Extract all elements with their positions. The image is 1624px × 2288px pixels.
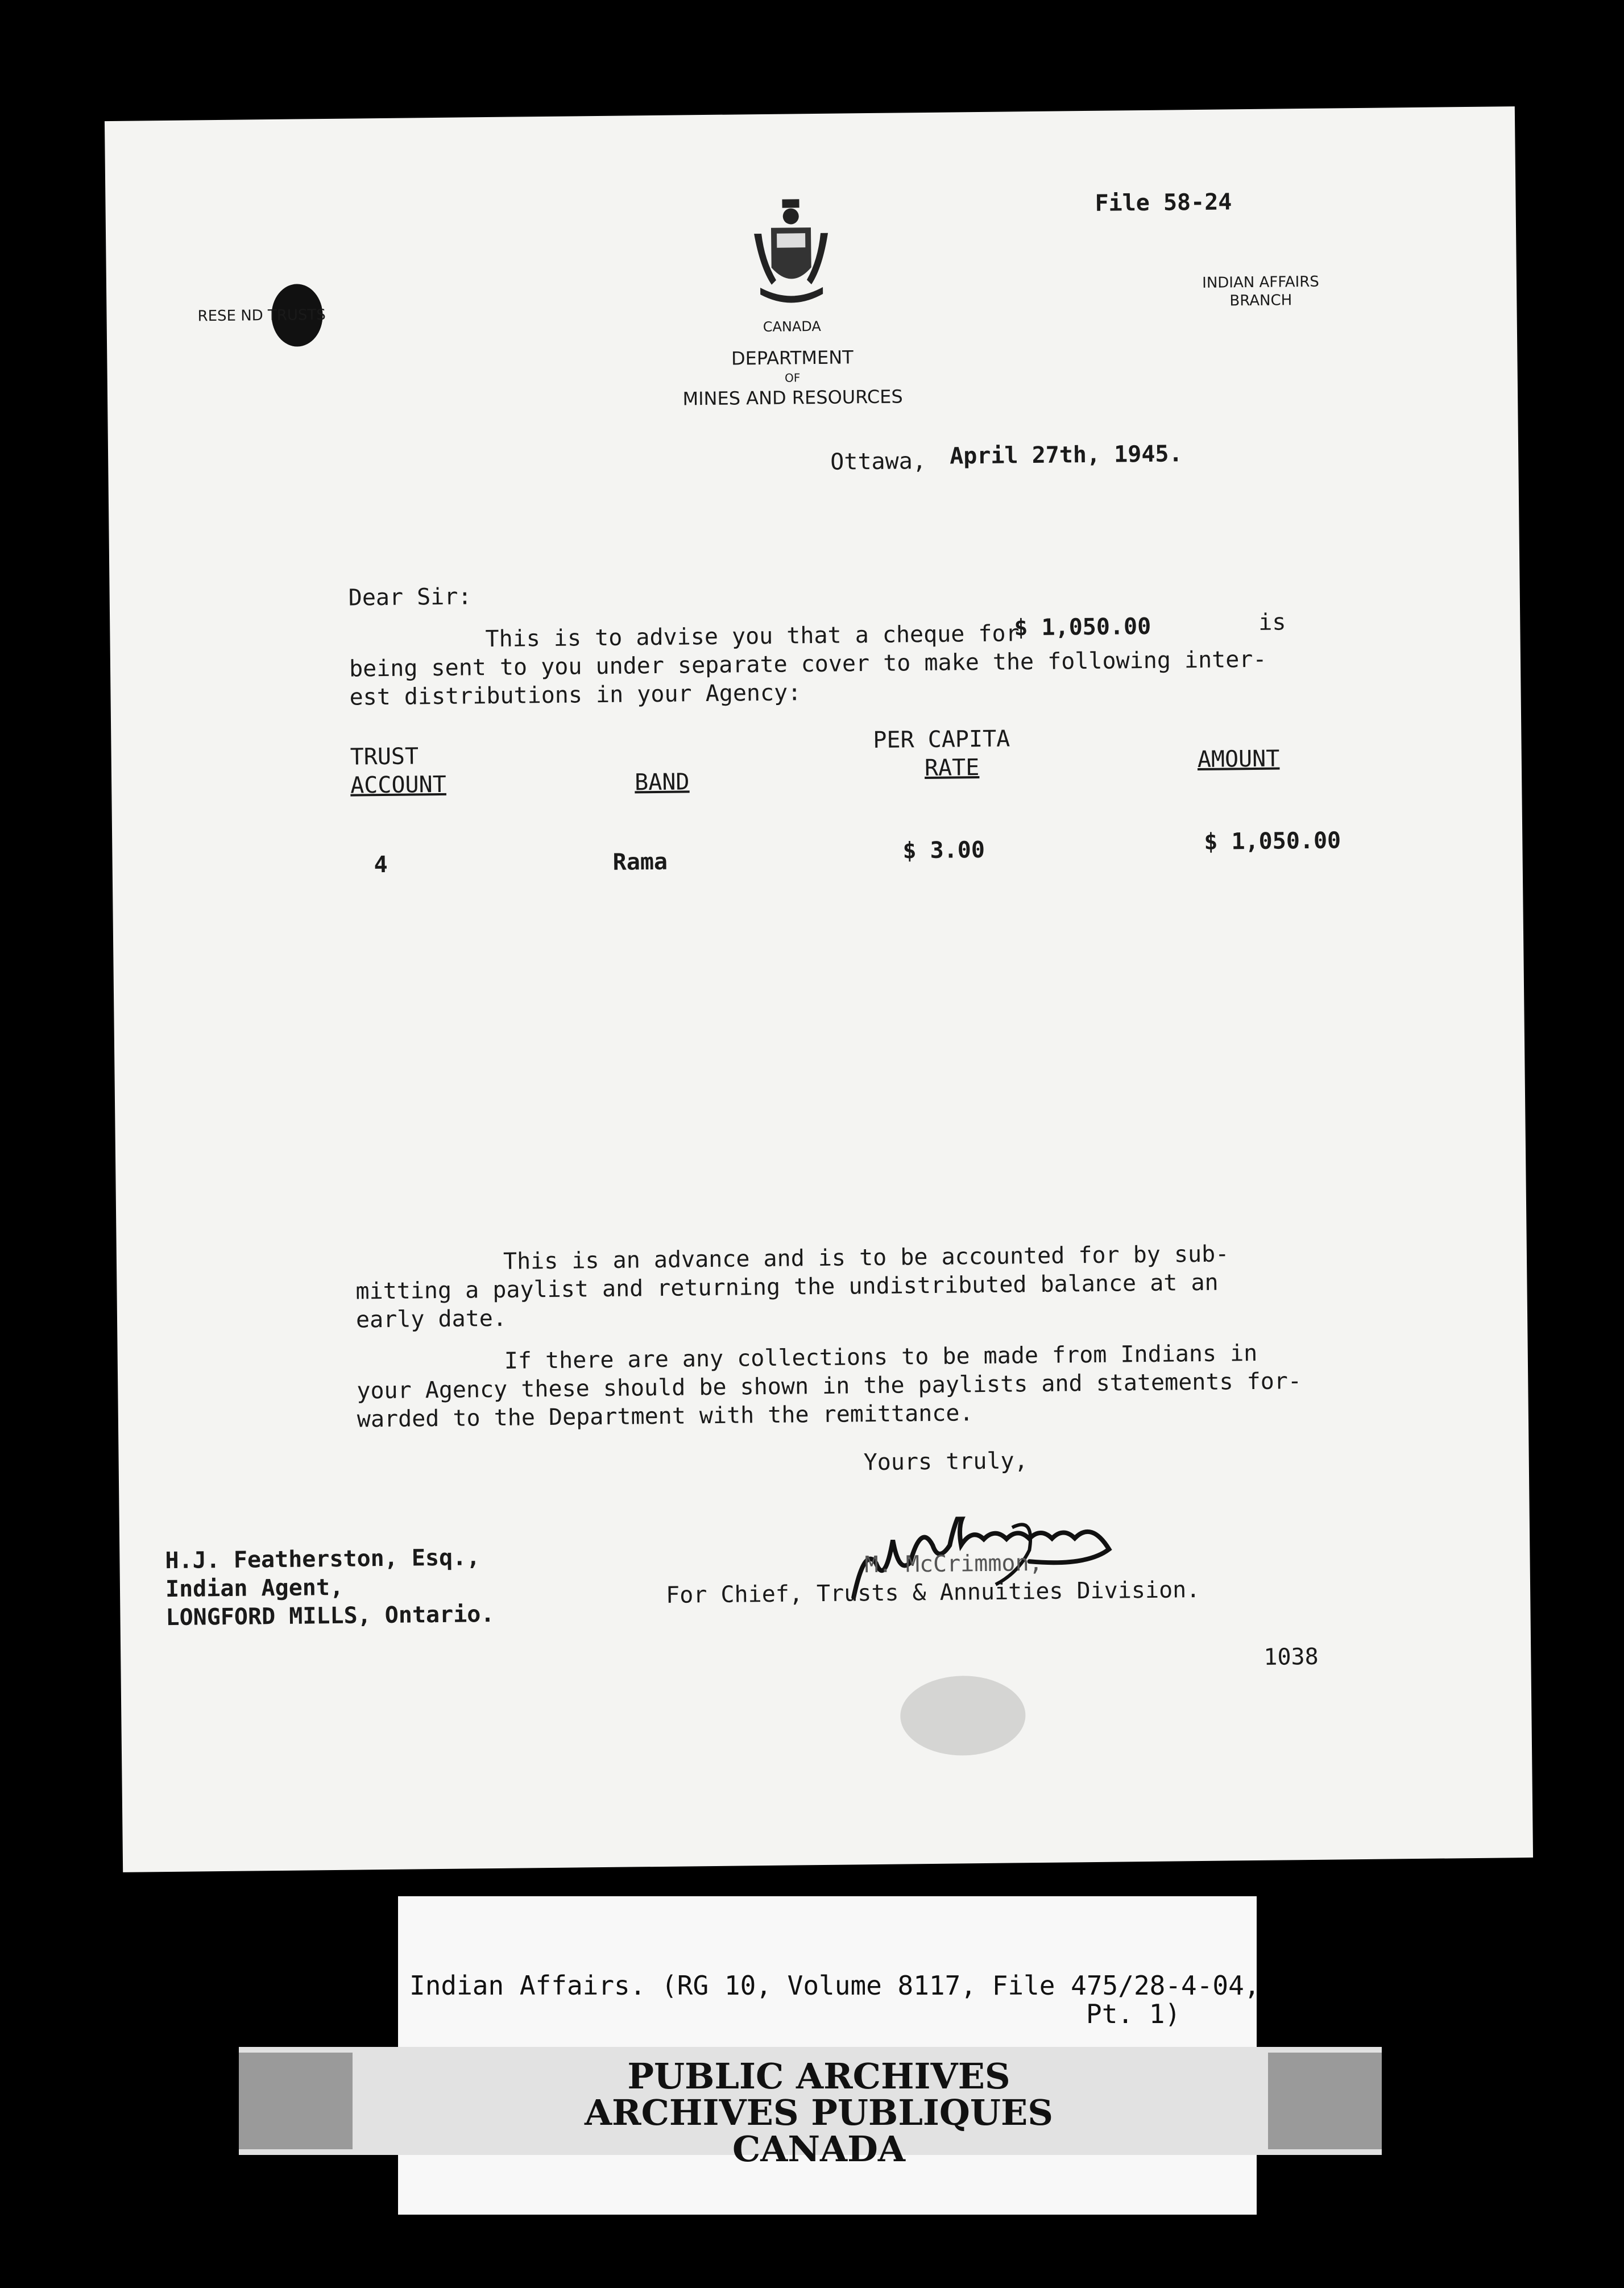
letterhead-branch-line2: BRANCH — [1229, 292, 1292, 310]
cell-rate: $ 3.00 — [902, 836, 985, 864]
header-band: BAND — [634, 769, 690, 796]
letterhead-left-heading: RESE ND TRUSTS — [197, 306, 326, 325]
letterhead-department: DEPARTMENT — [731, 346, 854, 370]
letter-place: Ottawa, — [830, 447, 927, 475]
addressee-line2: Indian Agent, — [165, 1574, 344, 1603]
archive-reference-line1: Indian Affairs. (RG 10, Volume 8117, File 475/28-4-04, — [409, 1970, 1260, 2001]
letterhead-country: CANADA — [763, 318, 821, 335]
para2-line2: mitting a paylist and returning the undistributed balance at an — [355, 1269, 1219, 1305]
para2-line1: This is an advance and is to be accounted for by sub- — [503, 1241, 1229, 1275]
para1-line1-end: is — [1258, 609, 1286, 636]
coat-of-arms-icon — [748, 193, 834, 308]
letterhead-branch-line1: INDIAN AFFAIRS — [1202, 273, 1319, 292]
archive-strip-tab-right — [1268, 2053, 1382, 2149]
header-trust-line2: ACCOUNT — [350, 771, 447, 799]
archive-reference-line2: Pt. 1) — [1086, 1999, 1181, 2029]
file-reference: File 58-24 — [1095, 189, 1232, 217]
archive-stamp-line1: PUBLIC ARCHIVES — [627, 2055, 1010, 2097]
para1-line1: This is to advise you that a cheque for — [485, 620, 1020, 653]
cheque-amount: $ 1,050.00 — [1014, 613, 1151, 641]
header-rate-line1: PER CAPITA — [873, 726, 1010, 753]
archive-stamp-line2: ARCHIVES PUBLIQUES — [584, 2092, 1054, 2133]
archive-stamp-line3: CANADA — [732, 2128, 906, 2170]
cell-band: Rama — [612, 848, 668, 876]
header-rate-line2: RATE — [924, 755, 980, 782]
letterhead-ministry: MINES AND RESOURCES — [682, 386, 903, 410]
stain-mark — [900, 1675, 1026, 1756]
header-amount: AMOUNT — [1197, 745, 1280, 773]
addressee-line1: H.J. Featherston, Esq., — [165, 1544, 480, 1574]
signer-title: For Chief, Trusts & Annuities Division. — [665, 1577, 1200, 1609]
para2-line3: early date. — [355, 1305, 507, 1333]
addressee-line3: LONGFORD MILLS, Ontario. — [165, 1601, 495, 1631]
para3-line1: If there are any collections to be made from Indians in — [504, 1340, 1258, 1374]
signer-name: M. McCrimmon, — [864, 1549, 1043, 1578]
cell-trust: 4 — [374, 851, 388, 878]
letterhead-of: OF — [784, 371, 801, 385]
letter-page — [105, 106, 1533, 1872]
para3-line2: your Agency these should be shown in the paylists and statements for- — [357, 1368, 1302, 1404]
para1-line2: being sent to you under separate cover to make the following inter- — [349, 646, 1267, 682]
closing: Yours truly, — [863, 1448, 1028, 1476]
public-archives-stamp — [546, 2055, 1092, 2170]
salutation: Dear Sir: — [348, 583, 472, 611]
para3-line3: warded to the Department with the remittance. — [357, 1400, 973, 1433]
page-code: 1038 — [1263, 1643, 1319, 1671]
cell-amount: $ 1,050.00 — [1204, 827, 1341, 855]
archive-strip-tab-left — [239, 2053, 353, 2149]
para1-line3: est distributions in your Agency: — [349, 679, 802, 711]
header-trust-line1: TRUST — [350, 743, 419, 770]
letter-date: April 27th, 1945. — [949, 441, 1183, 470]
